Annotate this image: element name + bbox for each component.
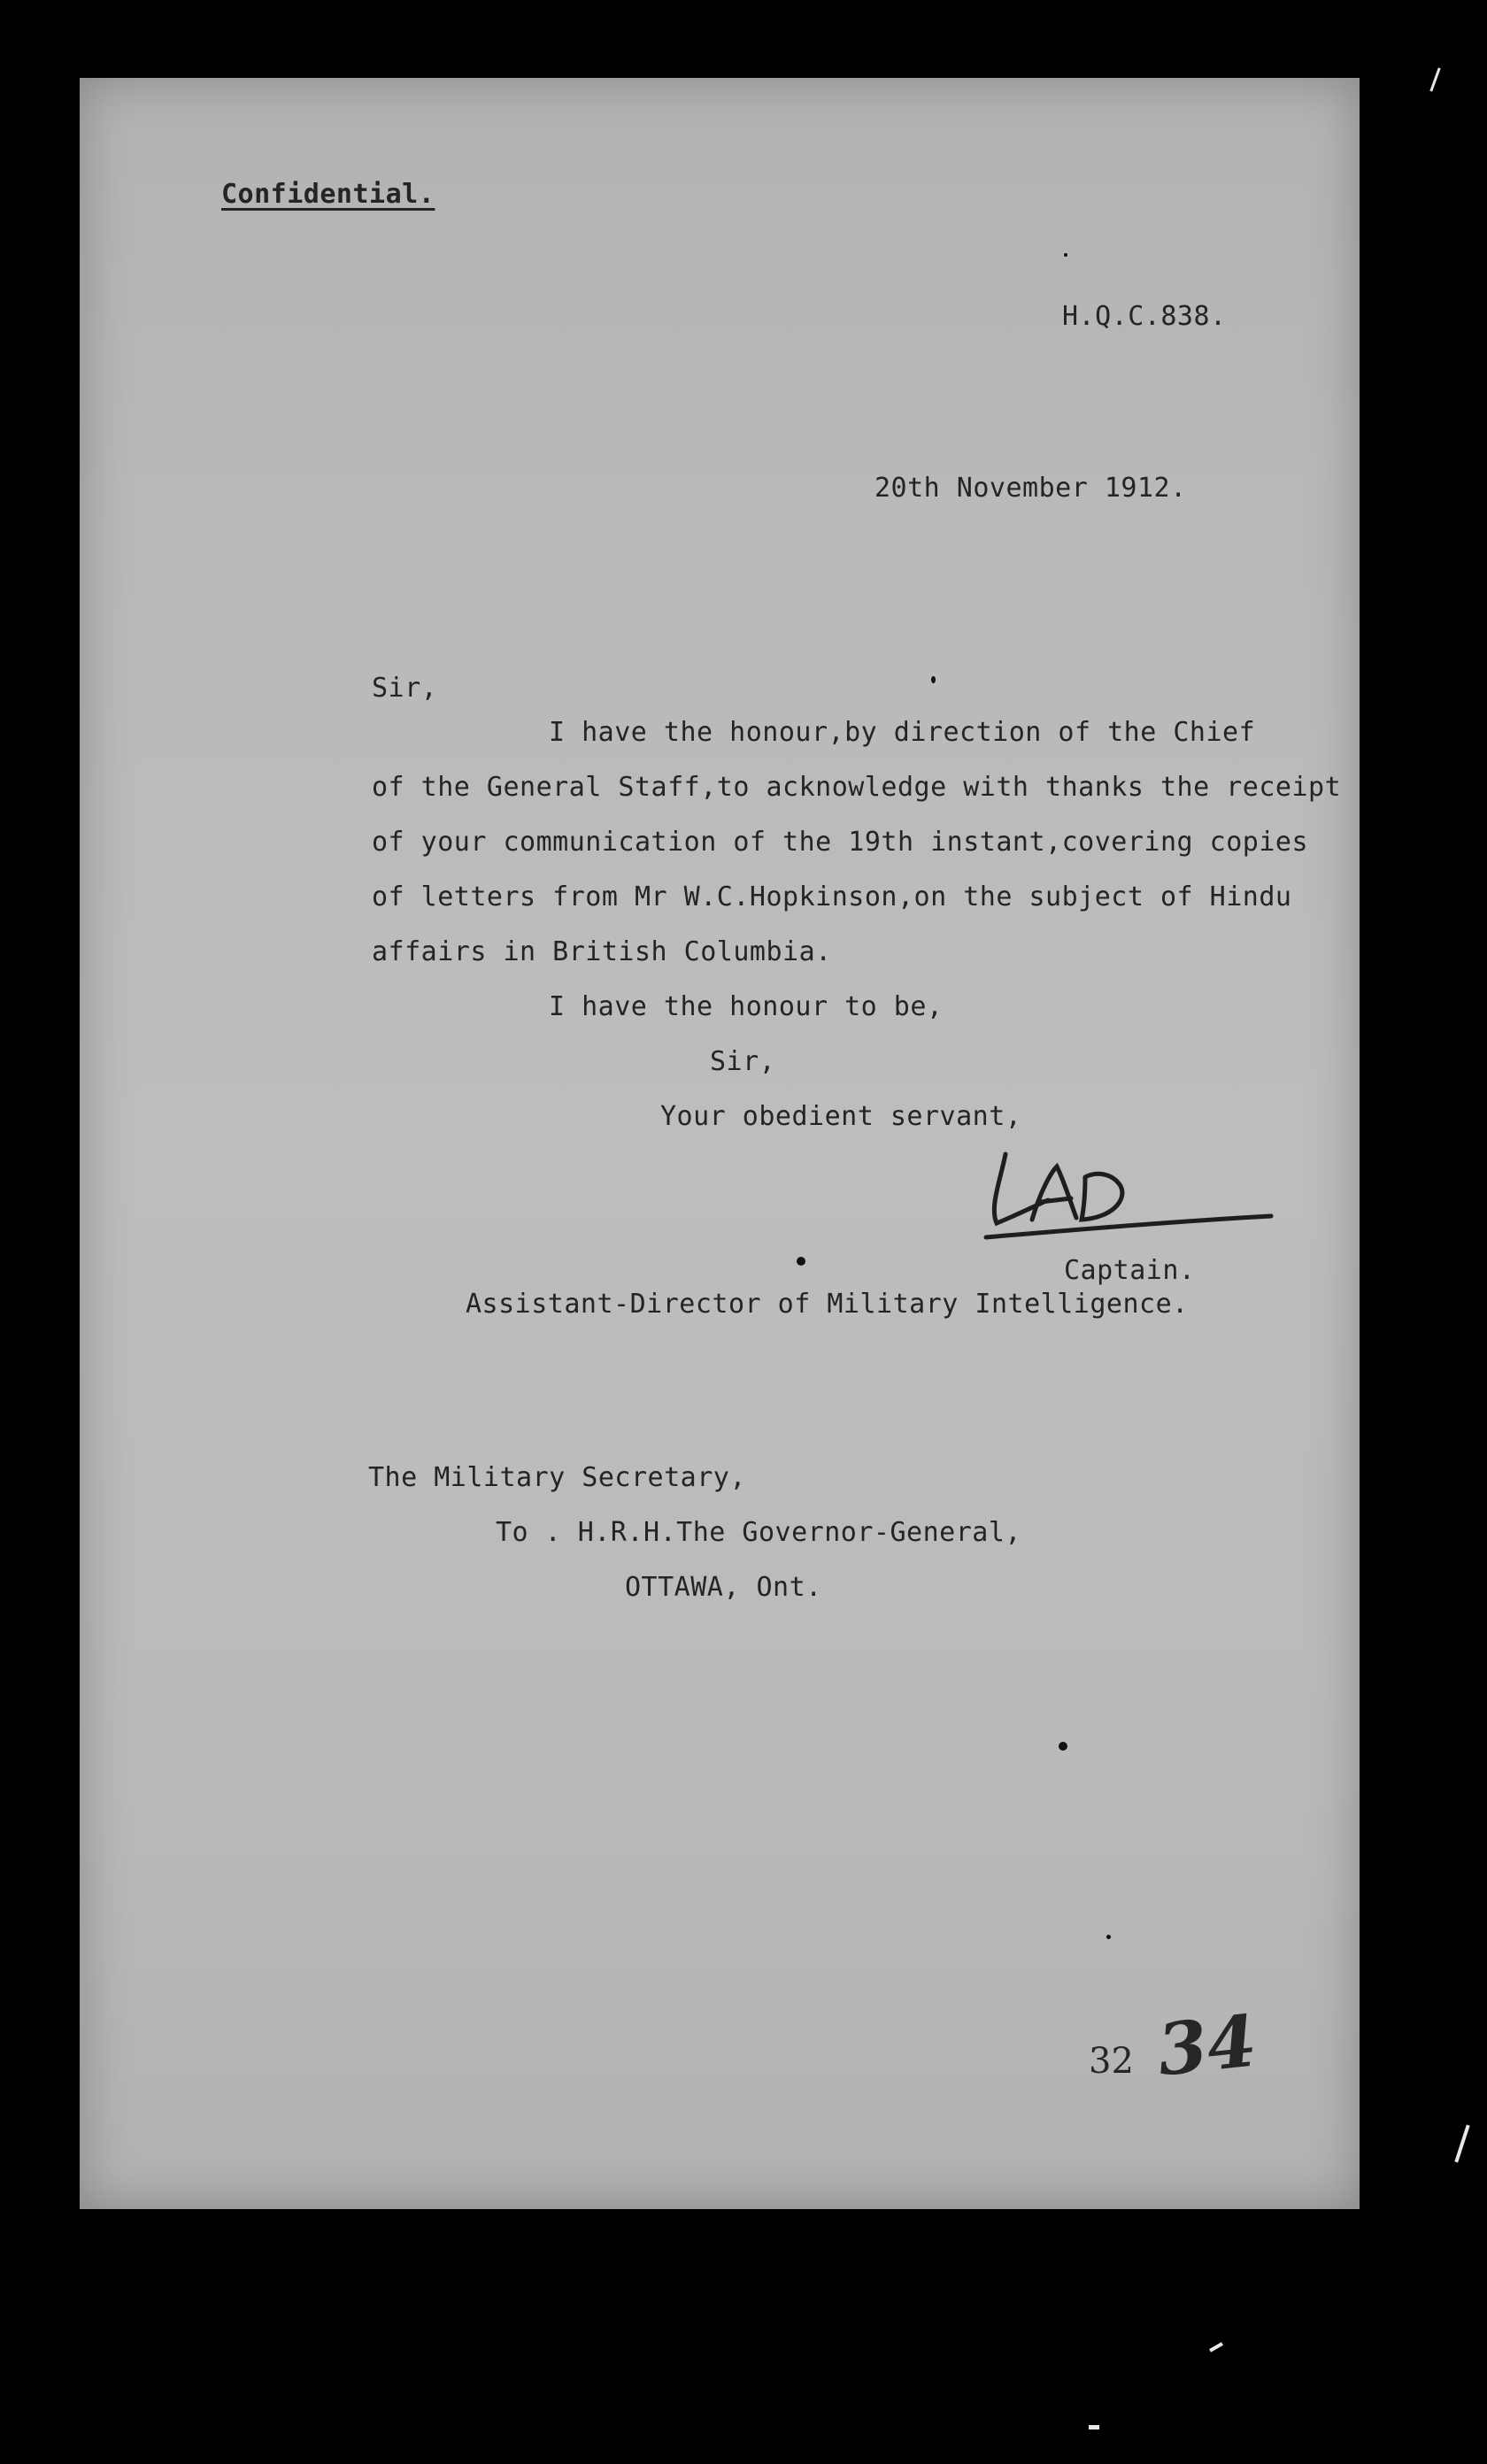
body-line-2: of the General Staff,to acknowledge with thanks the receipt	[372, 772, 1342, 803]
paper-speck	[797, 1257, 805, 1266]
body-line-1: I have the honour,by direction of the Chief	[549, 717, 1256, 748]
file-reference: H.Q.C.838.	[1062, 301, 1227, 332]
paper-speck	[1059, 1742, 1067, 1751]
signer-rank: Captain.	[1064, 1255, 1196, 1286]
salutation: Sir,	[372, 673, 438, 704]
letter-date: 20th November 1912.	[874, 473, 1187, 504]
scan-artifact	[1089, 2425, 1099, 2429]
scan-artifact	[1209, 2342, 1223, 2352]
page-number-printed: 32	[1089, 2041, 1134, 2082]
addressee-line-2: To . H.R.H.The Governor-General,	[496, 1517, 1021, 1548]
signer-title: Assistant-Director of Military Intelligence.	[466, 1289, 1189, 1320]
page-number-handwritten: 34	[1153, 1998, 1260, 2092]
classification-label: Confidential.	[221, 179, 435, 210]
document-paper	[80, 78, 1360, 2209]
addressee-line-3: OTTAWA, Ont.	[625, 1572, 822, 1603]
addressee-line-1: The Military Secretary,	[368, 1462, 746, 1493]
closing-sir: Sir,	[710, 1046, 776, 1077]
body-line-3: of your communication of the 19th instant,covering copies	[372, 827, 1309, 858]
paper-speck	[1106, 1935, 1111, 1939]
closing-servant: Your obedient servant,	[660, 1101, 1022, 1132]
paper-speck	[1064, 253, 1067, 257]
closing-honour: I have the honour to be,	[549, 991, 944, 1022]
paper-speck	[931, 676, 936, 683]
body-line-5: affairs in British Columbia.	[372, 936, 832, 967]
signature	[979, 1145, 1298, 1243]
body-line-4: of letters from Mr W.C.Hopkinson,on the subject of Hindu	[372, 882, 1292, 912]
scan-artifact	[1454, 2124, 1469, 2162]
scan-artifact	[1429, 67, 1440, 91]
